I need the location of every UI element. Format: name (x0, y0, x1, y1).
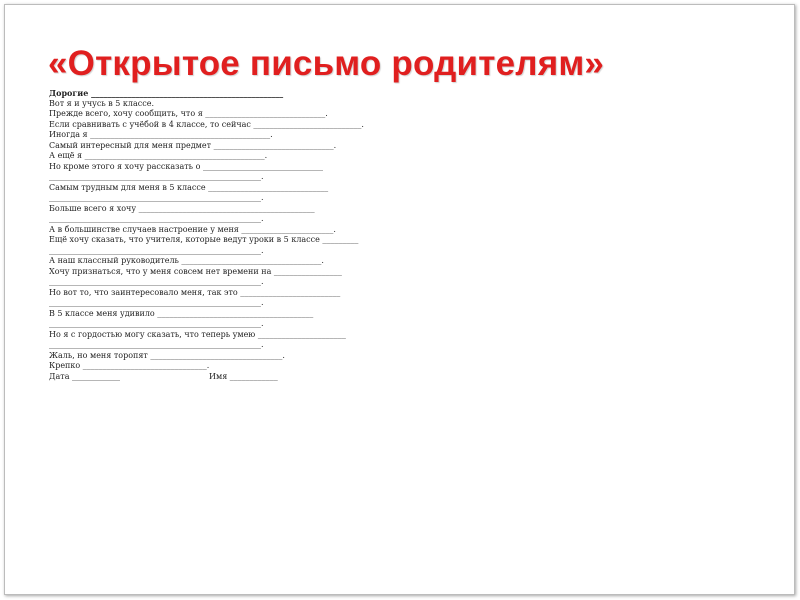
letter-line: _____________________________________________________. (49, 319, 264, 328)
letter-line: Но кроме этого я хочу рассказать о ______________________________ (49, 161, 323, 171)
letter-line: Ещё хочу сказать, что учителя, которые ведут уроки в 5 классе _________ (49, 235, 359, 244)
letter-line-greeting: Дорогие ________________________________________________ (49, 88, 284, 98)
letter-line: _____________________________________________________. (49, 340, 264, 349)
letter-line: _____________________________________________________. (49, 245, 264, 255)
letter-line: Но вот то, что заинтересовало меня, так это _________________________ (49, 287, 341, 297)
slide-title: «Открытое письмо родителям» (48, 44, 605, 83)
letter-line: _____________________________________________________. (49, 172, 264, 181)
name-label: Имя ____________ (209, 371, 278, 381)
letter-line: Крепко _______________________________. (49, 361, 210, 370)
letter-line: Больше всего я хочу ____________________________________________ (49, 203, 315, 213)
date-label: Дата ____________ (49, 371, 121, 381)
letter-line: А в большинстве случаев настроение у меня _______________________. (49, 224, 336, 234)
letter-line: Жаль, но меня торопят _________________________________. (49, 350, 285, 360)
letter-line: А ещё я _____________________________________________. (49, 151, 268, 160)
letter-line: Иногда я _____________________________________________. (49, 130, 273, 139)
letter-line: В 5 классе меня удивило _______________________________________ (49, 308, 314, 318)
letter-line: Прежде всего, хочу сообщить, что я ______________________________. (49, 109, 328, 118)
letter-body (49, 88, 409, 382)
letter-line: _____________________________________________________. (49, 298, 264, 307)
letter-line: _____________________________________________________. (49, 214, 264, 223)
letter-line: Вот я и учусь в 5 классе. (49, 98, 154, 108)
letter-line: _____________________________________________________. (49, 193, 264, 202)
letter-line: А наш классный руководитель ___________________________________. (49, 256, 324, 265)
letter-line: Самым трудным для меня в 5 классе ______________________________ (49, 182, 329, 192)
letter-line: _____________________________________________________. (49, 277, 264, 286)
letter-line: Хочу признаться, что у меня совсем нет времени на _________________ (49, 266, 342, 276)
letter-line: Если сравнивать с учёбой в 4 классе, то сейчас ___________________________. (49, 119, 364, 129)
signature-line (49, 372, 409, 383)
letter-line: Но я с гордостью могу сказать, что теперь умею ______________________ (49, 329, 346, 339)
letter-line: Самый интересный для меня предмет ______________________________. (49, 140, 337, 150)
